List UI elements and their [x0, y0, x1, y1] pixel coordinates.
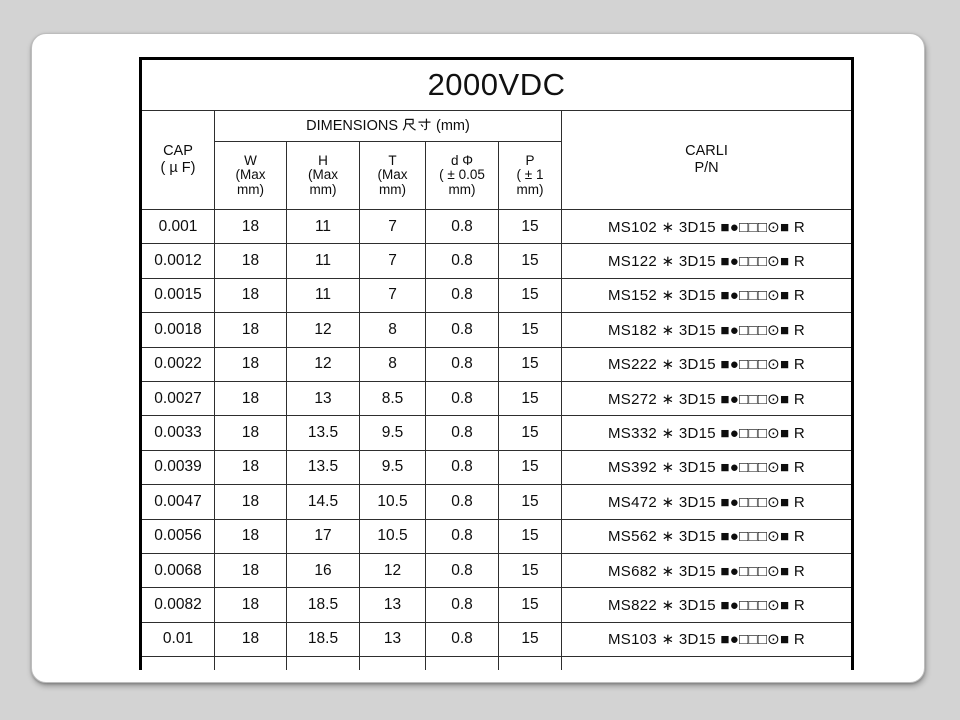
cell-cap: 0.001 [141, 210, 215, 244]
cell-w: 18 [215, 313, 287, 347]
col-header-d: d Φ ( ± 0.05 mm) [426, 142, 499, 210]
cell-t: 13 [360, 622, 426, 656]
cell-d: 0.8 [426, 622, 499, 656]
cell-d: 0.8 [426, 553, 499, 587]
table-row [141, 416, 853, 450]
table-body [141, 210, 853, 671]
table-row [141, 381, 853, 415]
cell-d: 0.8 [426, 210, 499, 244]
table-row-clipped [141, 657, 853, 670]
cell-cap: 0.0012 [141, 244, 215, 278]
cell-pn: MS822 ∗ 3D15 ■●□□□⊙■ R [562, 588, 853, 622]
cell-w: 18 [215, 450, 287, 484]
cell-pn: MS152 ∗ 3D15 ■●□□□⊙■ R [562, 278, 853, 312]
cell-cap: 0.0082 [141, 588, 215, 622]
col-header-cap [141, 111, 215, 210]
table-row [141, 210, 853, 244]
cell-t: 13 [360, 588, 426, 622]
cell-cap: 0.0056 [141, 519, 215, 553]
cell-t: 7 [360, 244, 426, 278]
cell-p: 15 [499, 313, 562, 347]
cell-cap: 0.0022 [141, 347, 215, 381]
cell-w: 18 [215, 347, 287, 381]
cell-pn: MS332 ∗ 3D15 ■●□□□⊙■ R [562, 416, 853, 450]
cell-t: 8 [360, 313, 426, 347]
cell-p: 15 [499, 450, 562, 484]
cell-w: 18 [215, 244, 287, 278]
capacitor-spec-table [139, 57, 854, 670]
dimensions-unit: (mm) [436, 118, 470, 134]
cell-t: 9.5 [360, 450, 426, 484]
carli-pn-label: P/N [694, 160, 719, 176]
cell-pn: MS272 ∗ 3D15 ■●□□□⊙■ R [562, 381, 853, 415]
table-row [141, 244, 853, 278]
cell-h: 12 [287, 347, 360, 381]
cell-p: 15 [499, 519, 562, 553]
cell-h: 11 [287, 210, 360, 244]
cap-label: CAP [163, 143, 193, 159]
cell-cap: 0.0033 [141, 416, 215, 450]
carli-label: CARLI [685, 143, 728, 159]
cell-w: 18 [215, 622, 287, 656]
dimensions-label-en: DIMENSIONS [306, 118, 398, 134]
cell-t: 7 [360, 210, 426, 244]
table-row [141, 588, 853, 622]
cell-w: 18 [215, 210, 287, 244]
cell-h: 18.5 [287, 622, 360, 656]
col-header-p: P ( ± 1 mm) [499, 142, 562, 210]
cell-cap: 0.0015 [141, 278, 215, 312]
cell-d: 0.8 [426, 519, 499, 553]
cell-pn: MS182 ∗ 3D15 ■●□□□⊙■ R [562, 313, 853, 347]
table-row [141, 347, 853, 381]
cell-d: 0.8 [426, 244, 499, 278]
cell-w: 18 [215, 381, 287, 415]
cell-h: 13.5 [287, 450, 360, 484]
cell-d: 0.8 [426, 588, 499, 622]
cell-h: 11 [287, 278, 360, 312]
dimensions-label-cjk [402, 117, 432, 136]
cjk-char-cun-icon [417, 117, 432, 132]
cell-p: 15 [499, 278, 562, 312]
cell-h: 11 [287, 244, 360, 278]
cell-t: 10.5 [360, 519, 426, 553]
col-header-h: H (Max mm) [287, 142, 360, 210]
cell-p: 15 [499, 347, 562, 381]
cell-pn: MS392 ∗ 3D15 ■●□□□⊙■ R [562, 450, 853, 484]
cell-p: 15 [499, 485, 562, 519]
cell-w: 18 [215, 553, 287, 587]
col-header-w: W (Max mm) [215, 142, 287, 210]
cell-d: 0.8 [426, 485, 499, 519]
cell-p: 15 [499, 588, 562, 622]
cell-w: 18 [215, 519, 287, 553]
cell-p: 15 [499, 244, 562, 278]
cell-w: 18 [215, 416, 287, 450]
table-row [141, 313, 853, 347]
cell-cap: 0.0068 [141, 553, 215, 587]
cell-pn: MS103 ∗ 3D15 ■●□□□⊙■ R [562, 622, 853, 656]
table-row [141, 278, 853, 312]
col-header-carli [562, 111, 853, 210]
cell-cap: 0.0039 [141, 450, 215, 484]
cell-h: 16 [287, 553, 360, 587]
cell-pn: MS122 ∗ 3D15 ■●□□□⊙■ R [562, 244, 853, 278]
header-row-group [141, 111, 853, 142]
cell-d: 0.8 [426, 347, 499, 381]
col-header-t: T (Max mm) [360, 142, 426, 210]
cell-d: 0.8 [426, 450, 499, 484]
cell-t: 10.5 [360, 485, 426, 519]
cell-pn: MS682 ∗ 3D15 ■●□□□⊙■ R [562, 553, 853, 587]
cell-w: 18 [215, 588, 287, 622]
cap-unit: ( µ F) [160, 160, 196, 176]
cell-pn: MS472 ∗ 3D15 ■●□□□⊙■ R [562, 485, 853, 519]
cell-t: 8 [360, 347, 426, 381]
cell-pn: MS222 ∗ 3D15 ■●□□□⊙■ R [562, 347, 853, 381]
table-row [141, 450, 853, 484]
cell-h: 12 [287, 313, 360, 347]
cell-p: 15 [499, 381, 562, 415]
table-row [141, 485, 853, 519]
cell-d: 0.8 [426, 278, 499, 312]
cell-h: 17 [287, 519, 360, 553]
cell-p: 15 [499, 210, 562, 244]
table-clip-region [139, 57, 855, 670]
table-row [141, 622, 853, 656]
cell-w: 18 [215, 278, 287, 312]
cell-w: 18 [215, 485, 287, 519]
table-title: 2000VDC [141, 59, 853, 111]
cell-p: 15 [499, 622, 562, 656]
cell-t: 7 [360, 278, 426, 312]
cell-cap: 0.0018 [141, 313, 215, 347]
cell-cap: 0.0027 [141, 381, 215, 415]
cell-cap: 0.01 [141, 622, 215, 656]
cell-t: 9.5 [360, 416, 426, 450]
cjk-char-chi-icon [402, 117, 417, 132]
title-row [141, 59, 853, 111]
cell-h: 13 [287, 381, 360, 415]
cell-d: 0.8 [426, 416, 499, 450]
table-row [141, 553, 853, 587]
cell-cap: 0.0047 [141, 485, 215, 519]
cell-t: 12 [360, 553, 426, 587]
cell-p: 15 [499, 553, 562, 587]
cell-d: 0.8 [426, 381, 499, 415]
col-header-dimensions [215, 111, 562, 142]
table-row [141, 519, 853, 553]
cell-d: 0.8 [426, 313, 499, 347]
slide-card [31, 33, 925, 683]
cell-pn: MS102 ∗ 3D15 ■●□□□⊙■ R [562, 210, 853, 244]
cell-p: 15 [499, 416, 562, 450]
cell-pn: MS562 ∗ 3D15 ■●□□□⊙■ R [562, 519, 853, 553]
cell-h: 18.5 [287, 588, 360, 622]
cell-t: 8.5 [360, 381, 426, 415]
cell-h: 13.5 [287, 416, 360, 450]
cell-h: 14.5 [287, 485, 360, 519]
